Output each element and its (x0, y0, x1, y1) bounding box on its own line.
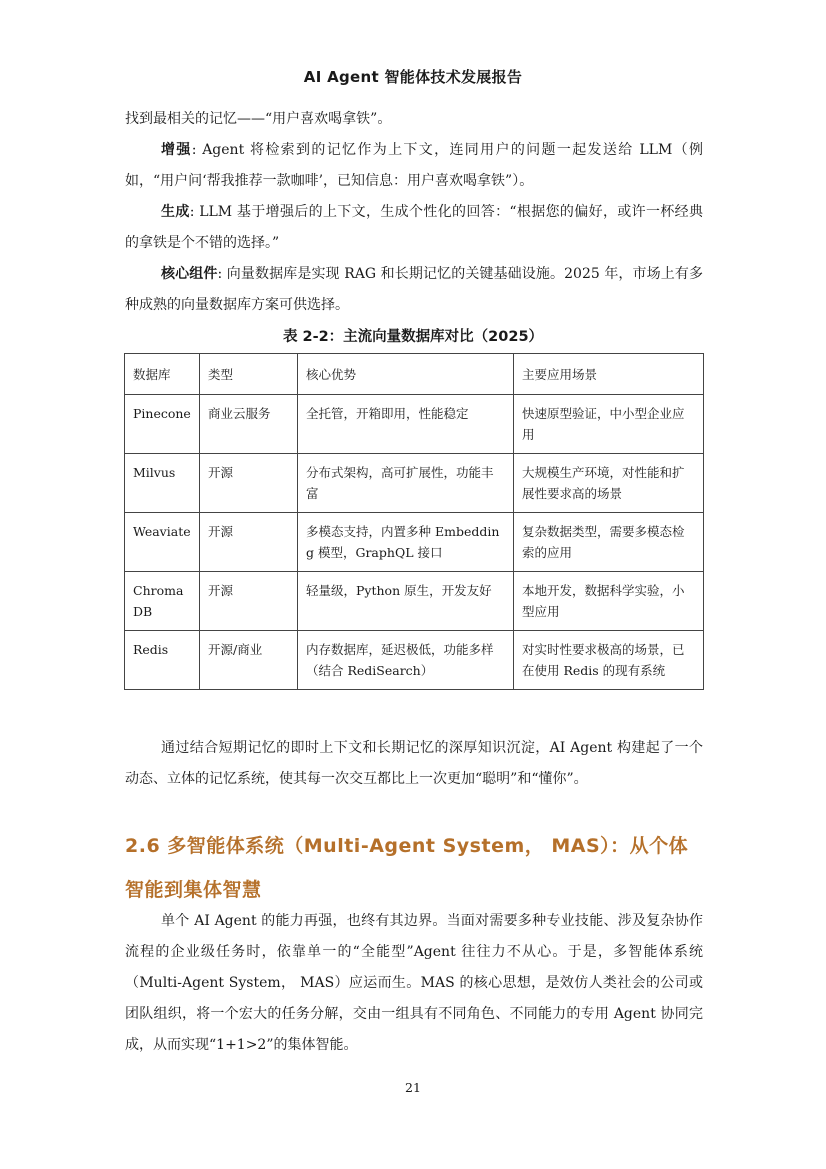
intro-line: 找到最相关的记忆——“用户喜欢喝拿铁”。 (125, 111, 392, 127)
table-row (125, 395, 704, 454)
cell-advantages: 轻量级，Python 原生，开发友好 (298, 572, 514, 631)
header-type: 类型 (200, 354, 298, 395)
header-use-cases: 主要应用场景 (514, 354, 704, 395)
cell-type: 开源/商业 (200, 631, 298, 690)
augment-paragraph (125, 135, 703, 197)
table-row (125, 454, 704, 513)
section-body (125, 906, 703, 1061)
cell-advantages: 内存数据库，延迟极低，功能多样（结合 RediSearch） (298, 631, 514, 690)
cell-type: 商业云服务 (200, 395, 298, 454)
cell-database: Redis (125, 631, 200, 690)
cell-use-cases: 快速原型验证，中小型企业应用 (514, 395, 704, 454)
intro-block (125, 104, 703, 321)
cell-database: Pinecone (125, 395, 200, 454)
generate-text: : LLM 基于增强后的上下文，生成个性化的回答：“根据您的偏好，或许一杯经典的拿铁是个不错的选择。” (125, 204, 704, 251)
table-row (125, 513, 704, 572)
table-row (125, 572, 704, 631)
augment-text: : Agent 将检索到的记忆作为上下文，连同用户的问题一起发送给 LLM（例如，“用户问‘帮我推荐一款咖啡’，已知信息：用户喜欢喝拿铁”）。 (125, 142, 703, 189)
cell-advantages: 全托管，开箱即用，性能稳定 (298, 395, 514, 454)
cell-database: Weaviate (125, 513, 200, 572)
cell-type: 开源 (200, 454, 298, 513)
section-heading: 2.6 多智能体系统（Multi-Agent System， MAS）：从个体智能到集体智慧 (125, 835, 689, 901)
cell-use-cases: 复杂数据类型，需要多模态检索的应用 (514, 513, 704, 572)
table-caption: 表 2-2：主流向量数据库对比（2025） (282, 329, 544, 345)
summary-block (125, 733, 703, 795)
section-paragraph: 单个 AI Agent 的能力再强，也终有其边界。当面对需要多种专业技能、涉及复杂协作流程的企业级任务时，依靠单一的“全能型”Agent 往往力不从心。于是，多智能体系统（Multi-Agent System， MAS）应运而生。MAS 的核心思想，是效仿人类社会的公司或团队组织，将一个宏大的任务分解，交由一组具有不同角色、不同能力的专用 Agent 协同完成，从而实现“1+1>2”的集体智能。 (125, 913, 703, 1053)
header-advantages: 核心优势 (298, 354, 514, 395)
page-header: AI Agent 智能体技术发展报告 (303, 68, 523, 86)
cell-database: ChromaDB (125, 572, 200, 631)
cell-database: Milvus (125, 454, 200, 513)
cell-type: 开源 (200, 572, 298, 631)
cell-use-cases: 本地开发，数据科学实验，小型应用 (514, 572, 704, 631)
cell-use-cases: 大规模生产环境，对性能和扩展性要求高的场景 (514, 454, 704, 513)
generate-paragraph (125, 197, 703, 259)
table-row (125, 631, 704, 690)
summary-paragraph: 通过结合短期记忆的即时上下文和长期记忆的深厚知识沉淀，AI Agent 构建起了一个动态、立体的记忆系统，使其每一次交互都比上一次更加“聪明”和“懂你”。 (125, 740, 703, 787)
vector-db-table (124, 353, 704, 690)
cell-advantages: 分布式架构，高可扩展性，功能丰富 (298, 454, 514, 513)
cell-type: 开源 (200, 513, 298, 572)
generate-keyword: 生成 (161, 204, 190, 220)
header-database: 数据库 (125, 354, 200, 395)
augment-keyword: 增强 (161, 142, 192, 158)
core-keyword: 核心组件 (161, 266, 218, 282)
page-number: 21 (405, 1080, 421, 1095)
core-paragraph (125, 259, 703, 321)
cell-advantages: 多模态支持，内置多种 Embedding 模型，GraphQL 接口 (298, 513, 514, 572)
cell-use-cases: 对实时性要求极高的场景，已在使用 Redis 的现有系统 (514, 631, 704, 690)
core-text: : 向量数据库是实现 RAG 和长期记忆的关键基础设施。2025 年，市场上有多种成熟的向量数据库方案可供选择。 (125, 266, 704, 313)
table-header-row (125, 354, 704, 395)
